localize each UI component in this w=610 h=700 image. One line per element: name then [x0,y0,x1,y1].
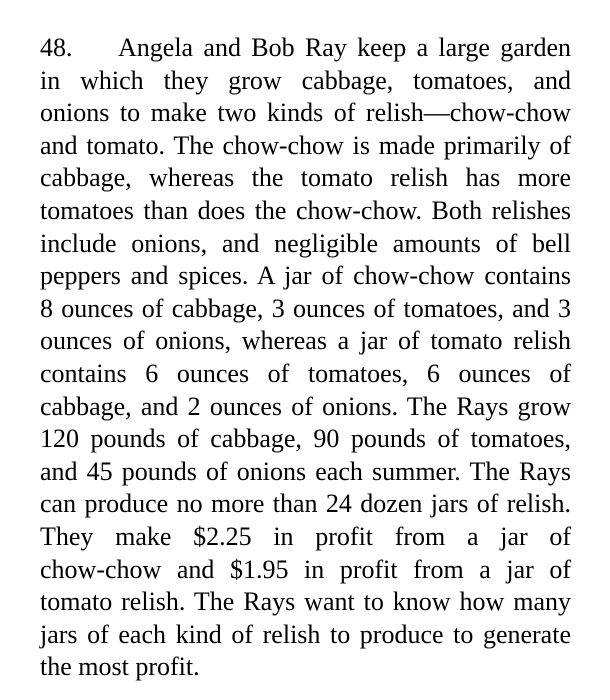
problem-number: 48. [40,33,73,62]
text-line: the most profit. [40,652,200,682]
text-line: cabbage, and 2 ounces of onions. The Rays grow [40,391,571,421]
text-line: tomato relish. The Rays want to know how many [40,587,571,617]
text-line: They make $2.25 in profit from a jar of [40,521,571,551]
text-line: jars of each kind of relish to produce to generate [40,619,571,649]
text-line: include onions, and negligible amounts of bell [40,228,571,258]
text-line: 120 pounds of cabbage, 90 pounds of tomatoes, [40,424,571,454]
text-line: tomatoes than does the chow-chow. Both relishes [40,195,571,225]
text-line: and 45 pounds of onions each summer. The Rays [40,456,571,486]
text-line: chow-chow and $1.95 in profit from a jar of [40,554,571,584]
problem-text [40,32,571,684]
text-line: onions to make two kinds of relish—chow-chow [40,98,571,128]
text-line: contains 6 ounces of tomatoes, 6 ounces of [40,358,571,388]
text-line: in which they grow cabbage, tomatoes, and [40,65,571,95]
text-line: peppers and spices. A jar of chow-chow contains [40,261,571,291]
text-line: and tomato. The chow-chow is made primarily of [40,130,571,160]
text-line: ounces of onions, whereas a jar of tomato relish [40,326,571,356]
text-line: can produce no more than 24 dozen jars of relish. [40,489,571,519]
text-line: 48. Angela and Bob Ray keep a large garden [40,32,571,65]
text-line: cabbage, whereas the tomato relish has more [40,163,571,193]
text-line: 8 ounces of cabbage, 3 ounces of tomatoes, and 3 [40,293,571,323]
